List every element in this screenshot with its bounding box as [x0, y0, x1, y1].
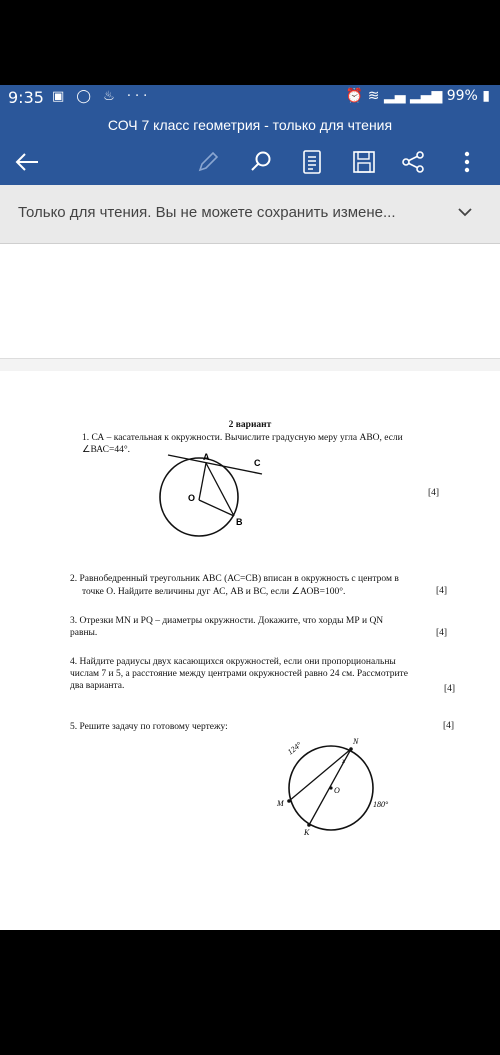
- q3-line1: 3. Отрезки MN и PQ – диаметры окружности. Докажите, что хорды МР и QN: [70, 616, 384, 626]
- q1-radius-ob: [199, 500, 234, 516]
- q4-points: [4]: [444, 684, 456, 694]
- q5-arc-top-label: 124°: [285, 740, 304, 757]
- q3-points: [4]: [436, 628, 448, 638]
- q1-points: [4]: [428, 488, 440, 498]
- q5-label-m: M: [277, 799, 284, 808]
- read-only-banner[interactable]: [0, 185, 500, 244]
- previous-page-area: [0, 244, 500, 358]
- q1-chord-ab: [206, 463, 234, 516]
- status-bar: [0, 85, 500, 111]
- q5-label-n: N: [353, 737, 359, 746]
- share-icon: [401, 150, 425, 174]
- save-button[interactable]: [349, 147, 379, 177]
- variant-heading: 2 вариант: [228, 420, 272, 430]
- more-options-button[interactable]: [452, 147, 482, 177]
- black-top-area: [0, 0, 500, 85]
- read-only-banner-text: Только для чтения. Вы не можете сохранить измене...: [18, 204, 396, 221]
- q4-line2: числам 7 и 5, а расстояние между центрами окружностей равно 24 см. Рассмотрите: [70, 669, 408, 679]
- q5-point-m: [287, 799, 291, 803]
- q5-points: [4]: [443, 721, 455, 731]
- q1-radius-oa: [199, 463, 206, 500]
- q2-line2: точке О. Найдите величины дуг АС, АВ и ВС, если ∠АОВ=100°.: [82, 587, 346, 597]
- page-separator: [0, 358, 500, 372]
- q5-point-o: [329, 786, 332, 789]
- q1-label-o: O: [188, 493, 196, 503]
- q5-label-k: K: [304, 828, 310, 837]
- document-title: СОЧ 7 класс геометрия - только для чтения: [107, 117, 393, 133]
- q1-line2: ∠ВАС=44°.: [82, 445, 131, 455]
- chevron-down-icon[interactable]: [456, 205, 474, 219]
- q2-points: [4]: [436, 586, 448, 596]
- document-page[interactable]: [0, 371, 500, 930]
- q5-label-o: O: [334, 786, 340, 795]
- search-icon: [249, 150, 273, 174]
- q4-line1: 4. Найдите радиусы двух касающихся окружностей, если они пропорциональны: [70, 657, 396, 667]
- black-bottom-area: [0, 930, 500, 1055]
- q1-tangent-line: [168, 455, 262, 474]
- toolbar: [0, 139, 500, 185]
- q1-label-a: A: [203, 452, 210, 462]
- q5-line1: 5. Решите задачу по готовому чертежу:: [70, 722, 228, 732]
- battery-level: 99%: [446, 88, 478, 104]
- q3-line2: равны.: [70, 628, 98, 638]
- q5-arc-right-label: 180°: [373, 800, 389, 809]
- status-time: 9:35: [8, 88, 44, 107]
- q1-line1: 1. СА – касательная к окружности. Вычислите градусную меру угла АВО, если: [82, 433, 403, 443]
- q5-point-k: [307, 823, 311, 827]
- system-icons: ⏰ ≋ ▂▄ ▂▄▆ 99% ▮: [345, 88, 490, 104]
- back-button[interactable]: [12, 147, 42, 177]
- q1-figure: [150, 450, 270, 540]
- q4-line3: два варианта.: [70, 681, 125, 691]
- share-button[interactable]: [398, 147, 428, 177]
- q5-point-n: [349, 747, 353, 751]
- q2-line1: 2. Равнобедренный треугольник АВС (АС=СВ) вписан в окружность с центром в: [70, 574, 399, 584]
- notification-icons: ▣ ◯ ♨ ···: [52, 89, 152, 104]
- arrow-left-icon: [14, 151, 40, 173]
- search-button[interactable]: [246, 147, 276, 177]
- reading-view-icon: [301, 149, 323, 175]
- edit-button[interactable]: [193, 147, 223, 177]
- q1-label-b: B: [236, 517, 243, 527]
- q5-label-x: x: [342, 757, 346, 765]
- pencil-icon: [196, 150, 220, 174]
- document-title-bar: [0, 111, 500, 139]
- more-vertical-icon: [463, 150, 471, 174]
- reading-view-button[interactable]: [297, 147, 327, 177]
- floppy-disk-icon: [352, 150, 376, 174]
- q1-label-c: C: [254, 458, 261, 468]
- q5-figure: [268, 731, 398, 841]
